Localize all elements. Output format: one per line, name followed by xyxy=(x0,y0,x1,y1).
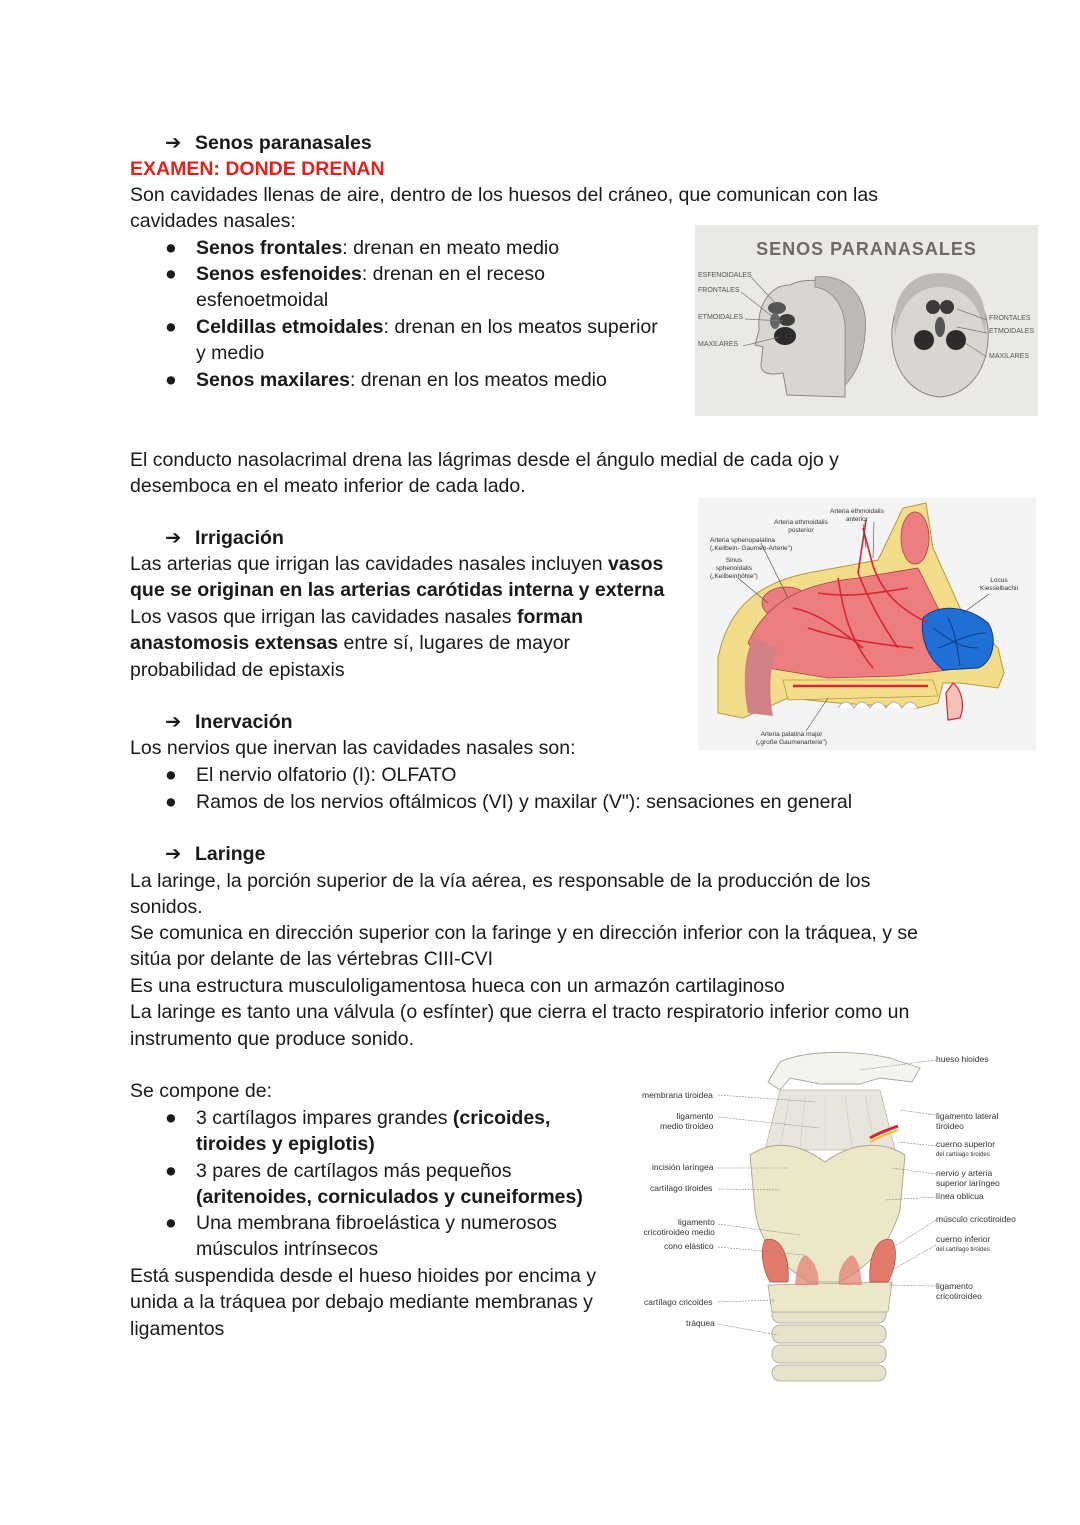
larynx-figure xyxy=(630,1050,1040,1390)
irrigacion-text: Las arterias que irrigan las cavidades nasales incluyen vasos xyxy=(130,553,664,575)
bullet-icon: ● xyxy=(165,1212,177,1234)
arrow-right-icon: ➔ xyxy=(165,843,182,865)
irrigacion-text: anastomosis extensas entre sí, lugares de mayor xyxy=(130,632,571,654)
list-item: 3 cartílagos impares grandes (cricoides, xyxy=(196,1107,551,1129)
senos-intro: Son cavidades llenas de aire, dentro de los huesos del cráneo, que comunican con las xyxy=(130,184,878,206)
laringe-end: Está suspendida desde el hueso hioides por encima y xyxy=(130,1265,597,1287)
figure-title: SENOS PARANASALES xyxy=(756,239,977,259)
senos-intro-cont: cavidades nasales: xyxy=(130,210,296,232)
bullet-icon: ● xyxy=(165,1107,177,1129)
list-item: Senos frontales: drenan en meato medio xyxy=(196,237,560,259)
arrow-right-icon: ➔ xyxy=(165,527,182,549)
bullet-icon: ● xyxy=(165,791,177,813)
senos-heading: ➔ Senos paranasales xyxy=(165,132,372,154)
laringe-text: sitúa por delante de las vértebras CIII-CVI xyxy=(130,948,494,970)
laringe-text: La laringe, la porción superior de la vía aérea, es responsable de la producción de los xyxy=(130,870,871,892)
list-item: 3 pares de cartílagos más pequeños xyxy=(196,1160,512,1182)
nasal-artery-figure xyxy=(698,498,1036,750)
inervacion-intro: Los nervios que inervan las cavidades nasales son: xyxy=(130,737,576,759)
list-item-cont: tiroides y epiglotis) xyxy=(196,1133,375,1155)
sinus-figure xyxy=(695,225,1038,416)
label: ligamento medio tiroideo xyxy=(660,1111,714,1131)
irrigacion-text: Los vasos que irrigan las cavidades nasales forman xyxy=(130,606,584,628)
bullet-icon: ● xyxy=(165,764,177,786)
label: MAXILARES xyxy=(989,353,1030,360)
nasal-artery-drawing xyxy=(698,498,1036,750)
label: ESFENOIDALES xyxy=(698,272,752,279)
label: Arteria palatina major („große Gaumenarterie") xyxy=(756,731,827,746)
laringe-text: sonidos. xyxy=(130,896,203,918)
laringe-text: La laringe es tanto una válvula (o esfínter) que cierra el tracto respiratorio inferior como un xyxy=(130,1001,910,1023)
bullet-icon: ● xyxy=(165,316,177,338)
nasolacrimal-text-cont: desemboca en el meato inferior de cada lado. xyxy=(130,475,526,497)
list-item-cont: (aritenoides, corniculados y cuneiformes) xyxy=(196,1186,583,1208)
list-item: Una membrana fibroelástica y numerosos xyxy=(196,1212,557,1234)
list-item: Celdillas etmoidales: drenan en los meatos superior xyxy=(196,316,658,338)
compone-text: Se compone de: xyxy=(130,1080,273,1102)
label: ligamento cricotiroideo xyxy=(936,1281,982,1301)
label: membrana tiroidea xyxy=(642,1090,713,1100)
irrigacion-text: que se originan en las arterias carótidas interna y externa xyxy=(130,579,665,601)
list-item: Ramos de los nervios oftálmicos (VI) y maxilar (V"): sensaciones en general xyxy=(196,791,853,813)
label: MAXILARES xyxy=(698,341,739,348)
irrigacion-text: probabilidad de epistaxis xyxy=(130,659,345,681)
nasolacrimal-text: El conducto nasolacrimal drena las lágrimas desde el ángulo medial de cada ojo y xyxy=(130,449,839,471)
label: ligamento cricotiroideo medio xyxy=(643,1217,715,1237)
label: cuerno inferior del cartílago tiroides xyxy=(936,1234,991,1253)
label: incisión laríngea xyxy=(652,1162,714,1172)
arrow-right-icon: ➔ xyxy=(165,711,182,733)
label: Sinus sphenoidalis („Keilbeinhöhle") xyxy=(710,557,758,580)
bullet-icon: ● xyxy=(165,369,177,391)
exam-note: EXAMEN: DONDE DRENAN xyxy=(130,158,385,180)
list-item: El nervio olfatorio (I): OLFATO xyxy=(196,764,457,786)
bullet-icon: ● xyxy=(165,1160,177,1182)
label: FRONTALES xyxy=(989,315,1031,322)
label: FRONTALES xyxy=(698,287,740,294)
laringe-text: instrumento que produce sonido. xyxy=(130,1028,415,1050)
label: tráquea xyxy=(686,1318,715,1328)
laringe-heading: ➔ Laringe xyxy=(165,843,266,865)
bullet-icon: ● xyxy=(165,263,177,285)
irrigacion-heading: ➔ Irrigación xyxy=(165,527,284,549)
label: nervio y arteria superior laríngeo xyxy=(936,1168,1000,1188)
label: Arteria ethmoidalis posterior xyxy=(774,519,828,534)
label: hueso hioides xyxy=(936,1054,989,1064)
label: ETMOIDALES xyxy=(989,328,1035,335)
list-item: Senos maxilares: drenan en los meatos medio xyxy=(196,369,607,391)
inervacion-heading: ➔ Inervación xyxy=(165,711,293,733)
laringe-end: ligamentos xyxy=(130,1318,225,1340)
label: cuerno superior del cartílago tiroides xyxy=(936,1139,996,1158)
laringe-text: Se comunica en dirección superior con la faringe y en dirección inferior con la tráquea, y se xyxy=(130,922,919,944)
list-item-cont: y medio xyxy=(196,342,265,364)
laringe-end: unida a la tráquea por debajo mediante membranas y xyxy=(130,1291,593,1313)
sinus-drawing xyxy=(695,225,1038,416)
arrow-right-icon: ➔ xyxy=(165,132,182,154)
laringe-text: Es una estructura musculoligamentosa hueca con un armazón cartilaginoso xyxy=(130,975,785,997)
label: cartílago tiroides xyxy=(650,1183,713,1193)
list-item-cont: músculos intrínsecos xyxy=(196,1238,379,1260)
label: cono elástico xyxy=(664,1241,714,1251)
label: ligamento lateral tiroideo xyxy=(936,1111,999,1131)
bullet-icon: ● xyxy=(165,237,177,259)
label: Arteria ethmoidalis anterior xyxy=(830,508,884,523)
list-item-cont: esfenoetmoidal xyxy=(196,289,329,311)
label: línea oblicua xyxy=(936,1191,984,1201)
label: Locus Kiesselbachii xyxy=(980,577,1018,592)
list-item: Senos esfenoides: drenan en el receso xyxy=(196,263,546,285)
label: cartílago cricoides xyxy=(644,1297,713,1307)
label: Arteria sphenopalatina („Keilbein- Gaumen-Arterie") xyxy=(710,537,793,552)
label: músculo cricotiroideo xyxy=(936,1214,1016,1224)
label: ETMOIDALES xyxy=(698,314,744,321)
